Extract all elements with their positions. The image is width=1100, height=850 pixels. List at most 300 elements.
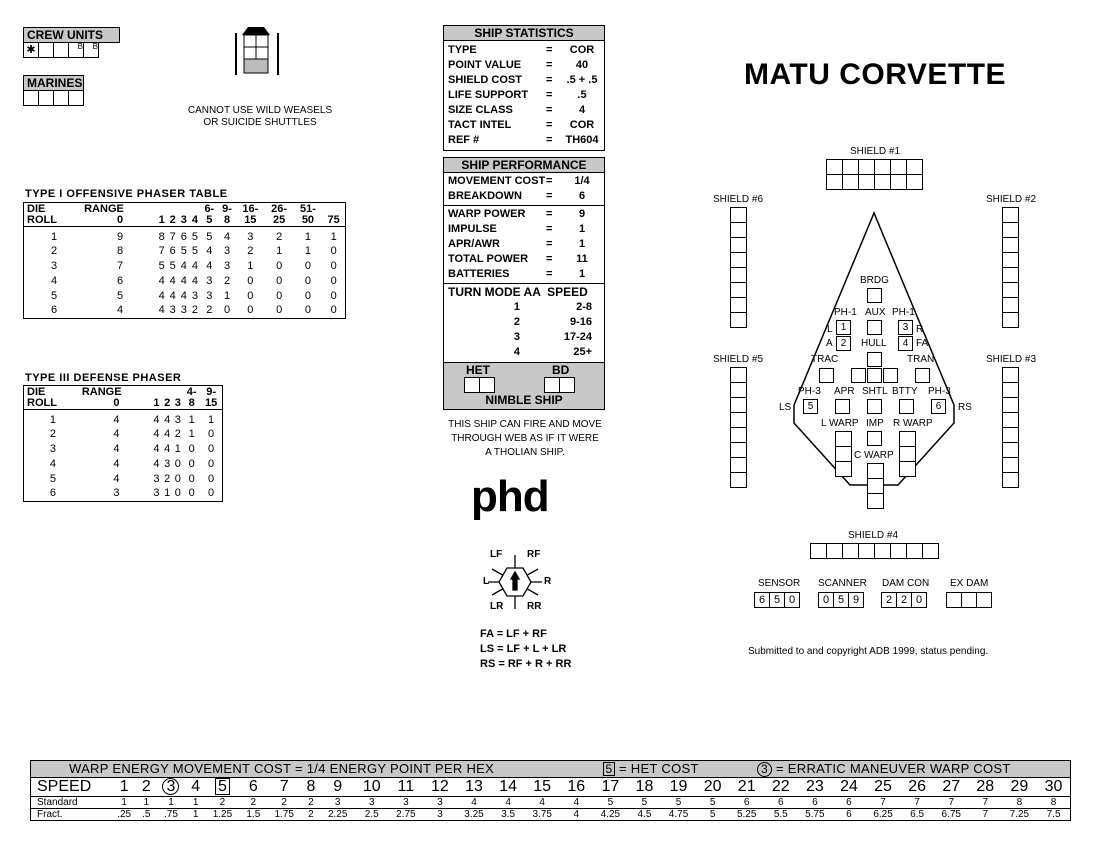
stat-row bbox=[444, 118, 604, 133]
phaser1-cell: 5 bbox=[191, 231, 198, 243]
brdg-box[interactable] bbox=[867, 288, 882, 303]
shield-box[interactable] bbox=[730, 397, 747, 413]
web-note-line: THIS SHIP CAN FIRE AND MOVE bbox=[448, 419, 602, 430]
bd-box[interactable] bbox=[544, 377, 560, 393]
shield6-boxes[interactable] bbox=[730, 207, 747, 327]
frac-value: 1.75 bbox=[274, 809, 294, 820]
phaser1-cell: 0 bbox=[247, 289, 254, 302]
crew-unit-box[interactable] bbox=[38, 42, 54, 58]
stat-value: 1 bbox=[578, 238, 586, 250]
phaser3-cell: 4 bbox=[153, 427, 160, 440]
turn-mode-row bbox=[448, 315, 600, 330]
phaser3-cell: 0 bbox=[208, 472, 215, 485]
std-value: 8 bbox=[1016, 797, 1023, 808]
phaser1-cell: 4 bbox=[169, 289, 176, 302]
phd-logo: phd bbox=[471, 472, 549, 521]
std-value: 2 bbox=[219, 797, 226, 808]
phaser1-cell: 2 bbox=[191, 304, 198, 317]
damcon-label: DAM CON bbox=[882, 578, 930, 589]
damcon-box[interactable]: 2 bbox=[881, 592, 897, 608]
shield2-boxes[interactable] bbox=[1002, 207, 1019, 327]
speed-value: 2 bbox=[141, 778, 151, 795]
exdam-track[interactable] bbox=[946, 592, 991, 608]
phaser3-title: TYPE III DEFENSE PHASER bbox=[25, 372, 182, 384]
arc-rr: RR bbox=[527, 601, 542, 612]
equals-sign: = bbox=[546, 89, 553, 101]
equals-sign: = bbox=[546, 190, 553, 202]
marine-box[interactable] bbox=[68, 90, 84, 106]
phaser3-cell: 1 bbox=[49, 414, 56, 426]
speed-value: 5 bbox=[215, 778, 230, 795]
phaser3-cell: 4 bbox=[113, 472, 120, 485]
turn-mode: 1 bbox=[513, 301, 520, 313]
phaser3-cell: 2 bbox=[49, 427, 56, 440]
phaser3-cell: 0 bbox=[188, 457, 195, 470]
shield-box[interactable] bbox=[1002, 237, 1019, 253]
phaser3-cell: 1 bbox=[174, 442, 181, 455]
table-row bbox=[24, 441, 223, 456]
damcon-box[interactable]: 2 bbox=[896, 592, 912, 608]
shield-box[interactable] bbox=[1002, 282, 1019, 298]
hull-label: HULL bbox=[861, 338, 887, 349]
phaser1-cell: 5 bbox=[117, 289, 124, 302]
phaser1-cell: 2 bbox=[206, 304, 213, 317]
sensor-box[interactable]: 5 bbox=[769, 592, 785, 608]
shield-box[interactable] bbox=[1002, 472, 1019, 488]
phaser1-cell: 4 bbox=[180, 274, 187, 287]
stat-key: TYPE bbox=[448, 44, 477, 56]
shield-box[interactable] bbox=[730, 267, 747, 283]
phaser1-header-cell: 26- bbox=[271, 202, 288, 215]
frac-value: 5.25 bbox=[736, 809, 757, 820]
phaser3-cell: 4 bbox=[113, 427, 120, 440]
lwarp-boxes[interactable] bbox=[835, 431, 852, 476]
turn-mode: 4 bbox=[513, 346, 520, 358]
stat-row bbox=[444, 103, 604, 118]
table-row bbox=[31, 809, 1070, 821]
shuttle-note-line: OR SUICIDE SHUTTLES bbox=[203, 117, 317, 128]
phaser3-cell: 4 bbox=[164, 442, 171, 455]
phaser1-cell: 5 bbox=[191, 244, 198, 257]
marines bbox=[23, 75, 84, 106]
shield-box[interactable] bbox=[730, 427, 747, 443]
frac-value: .25 bbox=[117, 809, 132, 820]
phaser3-header-cell bbox=[162, 386, 173, 398]
imp-label: IMP bbox=[866, 418, 884, 429]
std-value: 5 bbox=[607, 797, 614, 808]
frac-value: 1.25 bbox=[212, 809, 233, 820]
std-value: 4 bbox=[471, 797, 477, 808]
speed-value: 30 bbox=[1044, 778, 1063, 795]
std-value: 3 bbox=[334, 797, 341, 808]
shield-box[interactable] bbox=[730, 282, 747, 298]
phaser1-cell: 0 bbox=[247, 304, 254, 317]
phaser1-cell: 2 bbox=[223, 274, 231, 287]
phaser3-cell: 4 bbox=[113, 457, 120, 470]
speed-value: 3 bbox=[162, 778, 179, 795]
rwarp-boxes[interactable] bbox=[899, 431, 916, 476]
shield-box[interactable] bbox=[1002, 412, 1019, 428]
ph1-right-label: PH-1 bbox=[892, 307, 915, 318]
imp-box[interactable] bbox=[867, 431, 882, 446]
phaser3-cell: 4 bbox=[164, 427, 171, 440]
shield-box[interactable] bbox=[1002, 382, 1019, 398]
std-value: 8 bbox=[1050, 797, 1057, 808]
phaser3-cell: 4 bbox=[164, 414, 171, 426]
equals-sign: = bbox=[546, 44, 553, 56]
speed-value: 19 bbox=[669, 778, 688, 795]
stat-row bbox=[444, 222, 604, 237]
shield-box[interactable] bbox=[730, 252, 747, 268]
speed-value: 22 bbox=[771, 778, 790, 795]
tran-box[interactable] bbox=[915, 368, 930, 383]
apr-box[interactable] bbox=[835, 399, 850, 414]
apr-label: APR bbox=[834, 386, 855, 397]
sensor-track[interactable] bbox=[754, 592, 799, 608]
aux-box[interactable] bbox=[867, 320, 882, 335]
frac-value: 3 bbox=[437, 809, 443, 820]
stat-row bbox=[444, 73, 604, 88]
shield-box[interactable] bbox=[730, 457, 747, 473]
shtl-box[interactable] bbox=[867, 399, 882, 414]
phaser3-cell: 0 bbox=[174, 487, 181, 500]
phaser3-header-cell: DIE bbox=[27, 385, 46, 398]
table-row bbox=[31, 797, 1070, 809]
phaser3-header-cell: 4- bbox=[186, 385, 197, 398]
phaser3-cell: 0 bbox=[188, 442, 195, 455]
hull-box[interactable] bbox=[851, 368, 866, 383]
speed-value: 28 bbox=[976, 778, 995, 795]
arc-r: R bbox=[544, 576, 552, 587]
shield2-label: SHIELD #2 bbox=[986, 194, 1037, 205]
phaser-5-box[interactable]: 5 bbox=[803, 399, 818, 414]
phaser1-cell: 7 bbox=[117, 259, 124, 272]
bd-box[interactable] bbox=[559, 377, 575, 393]
speed-value: 16 bbox=[567, 778, 586, 795]
het-box[interactable] bbox=[479, 377, 495, 393]
het-box[interactable] bbox=[464, 377, 480, 393]
web-note-line: THROUGH WEB AS IF IT WERE bbox=[451, 433, 599, 444]
phaser1-header-cell: 4 bbox=[189, 215, 200, 227]
phaser1-header-cell: 9- bbox=[222, 202, 232, 215]
frac-value: 5 bbox=[709, 809, 716, 820]
crew-unit-box[interactable]: B bbox=[83, 42, 99, 58]
stat-row bbox=[444, 252, 604, 267]
std-value: 4 bbox=[573, 797, 580, 808]
phaser1-cell: 0 bbox=[330, 274, 337, 287]
sensor-box[interactable]: 0 bbox=[784, 592, 800, 608]
shield-box[interactable] bbox=[730, 312, 747, 328]
phaser3-cell: 3 bbox=[174, 414, 181, 426]
arc-rs-label: RS bbox=[958, 402, 972, 413]
table-row bbox=[24, 303, 346, 318]
phaser1-header-cell: DIE bbox=[27, 202, 46, 215]
std-value: 7 bbox=[982, 797, 989, 808]
crew-units-title: CREW UNITS bbox=[23, 27, 120, 43]
phaser3-cell: 3 bbox=[49, 442, 56, 455]
phaser1-header-cell: 16- bbox=[242, 202, 259, 215]
stat-value: .5 bbox=[577, 89, 587, 101]
arc-fa-label: FA bbox=[916, 338, 929, 349]
arc-r-label: R bbox=[916, 324, 924, 335]
shield-box[interactable] bbox=[730, 367, 747, 383]
phaser1-cell: 4 bbox=[180, 289, 187, 302]
arc-lr: LR bbox=[490, 601, 504, 612]
shield1-boxes[interactable] bbox=[826, 159, 922, 175]
shield-box[interactable] bbox=[1002, 252, 1019, 268]
phaser3-cell: 0 bbox=[188, 472, 195, 485]
std-value: 6 bbox=[812, 797, 818, 808]
shield-box[interactable] bbox=[730, 442, 747, 458]
shield5-label: SHIELD #5 bbox=[713, 354, 764, 365]
stat-value: 40 bbox=[575, 59, 589, 71]
hull-box[interactable] bbox=[867, 368, 882, 383]
phaser1-cell: 2 bbox=[276, 231, 283, 243]
stat-value: COR bbox=[569, 44, 595, 56]
shield-box[interactable] bbox=[730, 207, 747, 223]
marine-box[interactable] bbox=[53, 90, 69, 106]
phaser1-header-cell: RANGE bbox=[84, 202, 124, 215]
scanner-box[interactable]: 0 bbox=[818, 592, 834, 608]
phaser3-cell: 6 bbox=[49, 487, 56, 500]
stat-row bbox=[444, 43, 604, 58]
phaser1-cell: 0 bbox=[276, 274, 283, 287]
phaser1-header-cell: 0 bbox=[84, 215, 156, 227]
shield-box[interactable] bbox=[1002, 397, 1019, 413]
std-value: 2 bbox=[250, 797, 257, 808]
phaser3-cell: 1 bbox=[188, 427, 195, 440]
phaser1-header-cell: 8 bbox=[218, 215, 236, 227]
scanner-track[interactable] bbox=[818, 592, 863, 608]
ship-statistics bbox=[443, 25, 605, 151]
crew-unit-box[interactable] bbox=[53, 42, 69, 58]
table-row bbox=[24, 288, 346, 303]
shield-box[interactable] bbox=[1002, 222, 1019, 238]
stat-key: POINT VALUE bbox=[448, 59, 522, 71]
shield-box[interactable] bbox=[730, 382, 747, 398]
phaser1-header-cell bbox=[156, 203, 167, 215]
shield1-boxes-row2[interactable] bbox=[826, 174, 922, 190]
btty-box[interactable] bbox=[899, 399, 914, 414]
stat-key: TACT INTEL bbox=[448, 119, 512, 131]
phaser3-cell: 2 bbox=[174, 427, 181, 440]
phaser3-cell: 0 bbox=[208, 427, 215, 440]
phaser1-cell: 0 bbox=[276, 259, 283, 272]
stat-value: 4 bbox=[578, 104, 586, 116]
damcon-track[interactable] bbox=[881, 592, 926, 608]
scanner-box[interactable]: 9 bbox=[848, 592, 864, 608]
turn-mode-row bbox=[448, 330, 600, 345]
crew-unit-box[interactable]: ✱ bbox=[23, 42, 39, 58]
phaser3-cell: 4 bbox=[153, 414, 160, 426]
frac-value: .75 bbox=[164, 809, 178, 820]
phaser3-header-cell: 9- bbox=[206, 385, 216, 398]
stat-key: BATTERIES bbox=[448, 268, 510, 280]
stat-value: 9 bbox=[578, 208, 586, 220]
stat-row bbox=[444, 174, 604, 189]
equals-sign: = bbox=[546, 268, 553, 280]
phaser3-cell: 4 bbox=[113, 442, 120, 455]
turn-speed: 17-24 bbox=[563, 331, 592, 343]
turn-speed: 25+ bbox=[573, 346, 592, 358]
frac-value: 4.75 bbox=[668, 809, 689, 820]
shield3-boxes[interactable] bbox=[1002, 367, 1019, 487]
phaser1-header-cell: 50 bbox=[294, 215, 323, 227]
phaser1-cell: 0 bbox=[276, 304, 283, 317]
std-value: 6 bbox=[743, 797, 750, 808]
frac-value: 4.5 bbox=[637, 809, 652, 820]
equals-sign: = bbox=[546, 223, 553, 235]
scanner-label: SCANNER bbox=[818, 578, 867, 589]
table-row bbox=[24, 258, 346, 273]
aux-label: AUX bbox=[865, 307, 886, 318]
shield4-boxes[interactable] bbox=[810, 543, 938, 559]
speed-value: 18 bbox=[635, 778, 654, 795]
stat-key: TOTAL POWER bbox=[448, 253, 529, 265]
phaser3-cell: 3 bbox=[113, 487, 120, 500]
frac-value: 6.25 bbox=[873, 809, 893, 820]
stat-value: 11 bbox=[576, 253, 588, 265]
speed-value: 11 bbox=[397, 778, 415, 795]
speed-value: 1 bbox=[119, 778, 129, 795]
phaser-2-box[interactable]: 2 bbox=[836, 336, 851, 351]
marine-box[interactable] bbox=[38, 90, 54, 106]
phaser1-header-cell: 51- bbox=[299, 202, 316, 215]
shield-box[interactable] bbox=[1002, 267, 1019, 283]
speed-value: 12 bbox=[431, 778, 449, 795]
phaser3-header-cell bbox=[151, 386, 162, 398]
shield-box[interactable] bbox=[1002, 297, 1019, 313]
phaser3-table bbox=[23, 385, 223, 502]
stat-value: 6 bbox=[578, 190, 586, 202]
shield-box[interactable] bbox=[1002, 207, 1019, 223]
phaser3-cell: 0 bbox=[174, 457, 181, 470]
phaser1-cell: 6 bbox=[169, 244, 176, 257]
phaser1-cell: 5 bbox=[206, 231, 213, 243]
frac-value: 3.25 bbox=[464, 809, 484, 820]
stat-key: IMPULSE bbox=[448, 223, 497, 235]
phaser1-cell: 1 bbox=[276, 244, 283, 257]
em-cost-text: = ERRATIC MANEUVER WARP COST bbox=[776, 761, 1011, 776]
phaser-3-box[interactable]: 3 bbox=[898, 320, 913, 335]
std-value: 5 bbox=[709, 797, 716, 808]
damcon-box[interactable]: 0 bbox=[911, 592, 927, 608]
phaser1-cell: 1 bbox=[304, 244, 311, 257]
shield-box[interactable] bbox=[1002, 312, 1019, 328]
speed-label: SPEED bbox=[31, 778, 111, 797]
stat-row bbox=[444, 237, 604, 252]
phaser1-cell: 4 bbox=[50, 274, 58, 287]
speed-value: 20 bbox=[703, 778, 722, 795]
phaser1-header-cell: 2 bbox=[167, 215, 178, 227]
shield-box[interactable] bbox=[730, 412, 747, 428]
turn-speed: 2-8 bbox=[576, 301, 592, 313]
std-value: 5 bbox=[675, 797, 682, 808]
phaser1-header-cell: 25 bbox=[265, 215, 294, 227]
sensor-box[interactable]: 6 bbox=[754, 592, 770, 608]
phaser-4-box[interactable]: 4 bbox=[898, 336, 913, 351]
sensor-label: SENSOR bbox=[758, 578, 801, 589]
table-row bbox=[24, 486, 223, 501]
phaser3-cell: 0 bbox=[174, 472, 181, 485]
movement-cost-header bbox=[31, 761, 1070, 778]
trac-box[interactable] bbox=[819, 368, 834, 383]
phaser-1-box[interactable]: 1 bbox=[836, 320, 851, 335]
bd-label: BD bbox=[552, 363, 570, 377]
hull-box[interactable] bbox=[867, 352, 882, 367]
arc-definitions bbox=[480, 627, 571, 672]
stat-key: REF # bbox=[448, 134, 480, 146]
phaser3-cell: 3 bbox=[153, 487, 160, 500]
hull-box[interactable] bbox=[883, 368, 898, 383]
shield-box[interactable] bbox=[1002, 427, 1019, 443]
phaser1-cell: 0 bbox=[330, 289, 337, 302]
shield4-label: SHIELD #4 bbox=[848, 530, 899, 541]
shield-box[interactable] bbox=[1002, 367, 1019, 383]
frac-value: 2 bbox=[308, 809, 314, 820]
arc-lf: LF bbox=[490, 549, 503, 560]
em-cost-number: 3 bbox=[757, 762, 772, 777]
phaser1-cell: 3 bbox=[223, 244, 231, 257]
arc-rf: RF bbox=[527, 549, 541, 560]
phaser1-title: TYPE I OFFENSIVE PHASER TABLE bbox=[25, 188, 228, 200]
speed-value: 24 bbox=[840, 778, 858, 795]
stat-value: 1/4 bbox=[574, 175, 590, 187]
phaser1-table bbox=[23, 202, 346, 319]
shield-box[interactable] bbox=[1002, 442, 1019, 458]
phaser1-cell: 3 bbox=[247, 231, 254, 243]
movement-cost-title: WARP ENERGY MOVEMENT COST = 1/4 ENERGY POINT PER HEX bbox=[69, 761, 495, 776]
shield6-label: SHIELD #6 bbox=[713, 194, 764, 205]
phaser3-cell: 3 bbox=[153, 472, 160, 485]
speed-value: 29 bbox=[1010, 778, 1029, 795]
std-value: 4 bbox=[539, 797, 545, 808]
shield-box[interactable] bbox=[1002, 457, 1019, 473]
shield-box[interactable] bbox=[730, 237, 747, 253]
cwarp-boxes[interactable] bbox=[867, 463, 884, 508]
ph1-left-label: PH-1 bbox=[834, 307, 857, 318]
shield5-boxes[interactable] bbox=[730, 367, 747, 487]
phaser1-cell: 0 bbox=[330, 244, 337, 257]
crew-unit-box[interactable]: B bbox=[68, 42, 84, 58]
shield-box[interactable] bbox=[730, 472, 747, 488]
equals-sign: = bbox=[546, 253, 553, 265]
speed-value: 14 bbox=[499, 778, 517, 795]
std-label: Standard bbox=[31, 797, 111, 809]
ph3-left-label: PH-3 bbox=[798, 386, 821, 397]
phaser3-header-cell: 1 bbox=[151, 398, 162, 410]
std-value: 7 bbox=[914, 797, 920, 808]
std-value: 7 bbox=[948, 797, 954, 808]
phaser1-cell: 1 bbox=[50, 231, 58, 243]
scanner-box[interactable]: 5 bbox=[833, 592, 849, 608]
phaser1-cell: 0 bbox=[304, 274, 311, 287]
shield-box[interactable] bbox=[730, 297, 747, 313]
frac-value: 4 bbox=[573, 809, 580, 820]
frac-value: 2.25 bbox=[327, 809, 348, 820]
het-cost-text: = HET COST bbox=[619, 761, 699, 776]
stat-key: WARP POWER bbox=[448, 208, 526, 220]
table-row bbox=[24, 273, 346, 288]
marine-box[interactable] bbox=[23, 90, 39, 106]
phaser1-cell: 4 bbox=[191, 274, 198, 287]
stat-value: TH604 bbox=[565, 134, 599, 146]
phaser-6-box[interactable]: 6 bbox=[931, 399, 946, 414]
shield-box[interactable] bbox=[730, 222, 747, 238]
phaser1-cell: 7 bbox=[169, 231, 176, 243]
phaser1-cell: 5 bbox=[180, 244, 187, 257]
turn-mode-row bbox=[448, 300, 600, 315]
